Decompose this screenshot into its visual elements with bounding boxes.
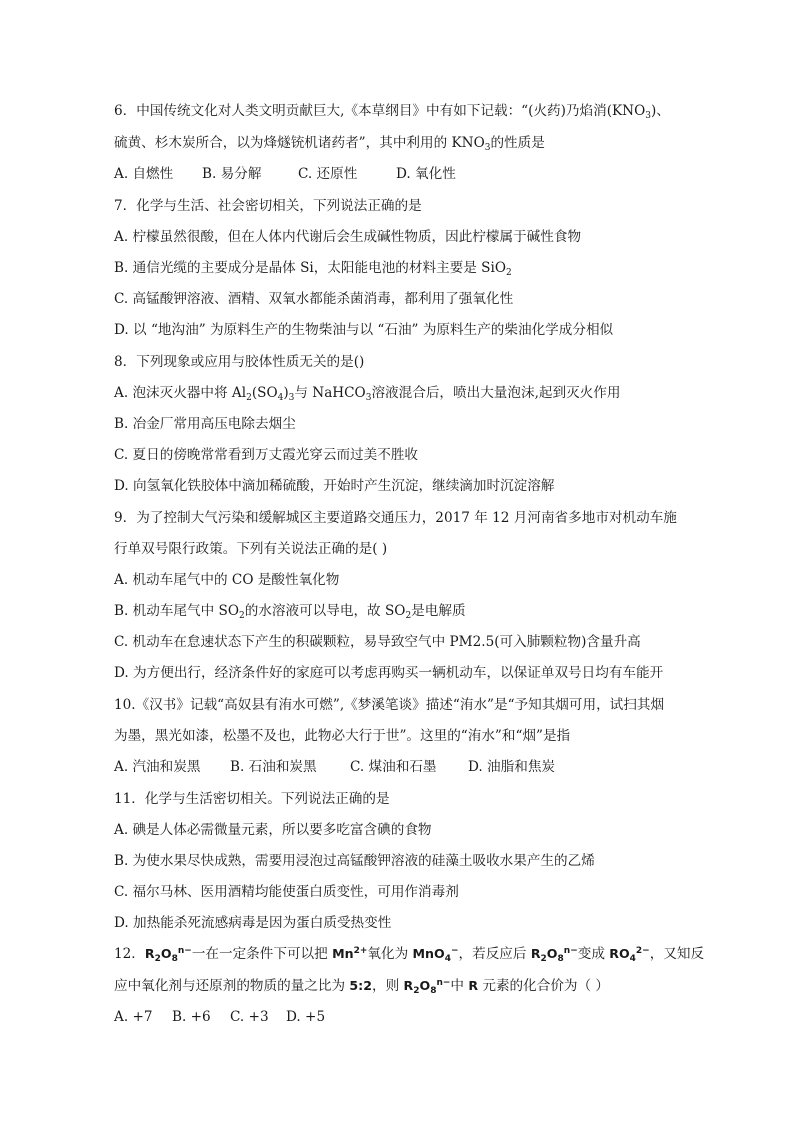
subscript: 3 (645, 111, 651, 121)
text: R (530, 946, 541, 961)
subscript: 2 (413, 986, 420, 996)
option-b: B. +6 (172, 1009, 211, 1025)
formula-mno4 (412, 946, 459, 964)
text: )、 (650, 103, 670, 119)
q10-stem-line1: 10.《汉书》记载“高奴县有洧水可燃”,《梦溪笔谈》描述“洧水”是“予知其烟可用，试扫其烟 (114, 697, 665, 713)
q7-stem: 7．化学与生活、社会密切相关，下列说法正确的是 (114, 198, 422, 214)
option-a: A. 汽油和炭黑 (114, 759, 201, 775)
option-c: C. 还原性 (298, 166, 358, 182)
formula-r2o8 (144, 946, 192, 964)
superscript: 2+ (353, 946, 368, 956)
formula-mn (332, 946, 367, 961)
text: 12． (114, 946, 145, 962)
q9-stem-line1: 9．为了控制大气污染和缓解城区主要道路交通压力，2017 年 12 月河南省多地市对机动车施 (114, 510, 677, 526)
formula-r2o8 (403, 978, 451, 996)
subscript: 3 (484, 143, 491, 153)
q11-option-d: D. 加热能杀死流感病毒是因为蛋白质受热变性 (114, 915, 392, 931)
option-a: A. +7 (114, 1009, 153, 1025)
text: B. 机动车尾气中 SO (114, 603, 239, 619)
option-d: D. 油脂和焦炭 (468, 759, 556, 775)
option-d: D. 氧化性 (396, 166, 456, 182)
q11-option-a: A. 碘是人体必需微量元素，所以要多吃富含碘的食物 (114, 822, 432, 838)
q9-stem-line2: 行单双号限行政策。下列有关说法正确的是( ) (114, 541, 388, 557)
q10-stem-line2: 为墨，黑光如漆，松墨不及也，此物必大行于世”。这里的“洧水”和“烟”是指 (114, 728, 571, 744)
subscript: 4 (629, 954, 636, 964)
subscript: 8 (171, 954, 178, 964)
text: B. 通信光缆的主要成分是晶体 Si，太阳能电池的材料主要是 SiO (114, 260, 506, 276)
subscript: 3 (288, 393, 295, 403)
q11-option-c: C. 福尔马林、医用酒精均能使蛋白质变性，可用作消毒剂 (114, 884, 459, 900)
text: 的性质是 (490, 135, 545, 151)
q9-option-c: C. 机动车在怠速状态下产生的积碳颗粒，易导致空气中 PM2.5(可入肺颗粒物)含量升高 (114, 634, 641, 650)
subscript: 2 (246, 393, 252, 403)
text: O (160, 946, 172, 961)
subscript: 3 (365, 393, 372, 403)
option-b: B. 石油和炭黑 (230, 759, 317, 775)
q6-options (114, 164, 684, 184)
text: 一在一定条件下可以把 (191, 946, 333, 962)
superscript: n− (436, 978, 451, 988)
text: 应中氧化剂与还原剂的物质的量之比为 (114, 978, 350, 994)
text: O (419, 978, 431, 993)
text: 氧化为 (367, 946, 413, 962)
q8-option-c: C. 夏日的傍晚常常看到万丈霞光穿云而过美不胜收 (114, 447, 419, 463)
text: ) (283, 385, 289, 401)
subscript: 4 (277, 393, 284, 403)
text: 溶液混合后，喷出大量泡沫,起到灭火作用 (371, 385, 621, 401)
element-r: R (468, 978, 479, 993)
option-c: C. +3 (230, 1009, 269, 1025)
superscript: n− (177, 946, 192, 956)
formula-ro4 (609, 946, 650, 964)
q9-option-b (114, 601, 684, 621)
q8-option-d: D. 向氢氧化铁胶体中滴加稀硫酸，开始时产生沉淀，继续滴加时沉淀溶解 (114, 478, 555, 494)
superscript: − (450, 946, 459, 956)
option-b: B. 易分解 (202, 166, 262, 182)
text: 中 (450, 978, 469, 994)
q12-stem-line2 (114, 976, 684, 996)
text: (SO (251, 385, 278, 401)
subscript: 2 (405, 611, 412, 621)
q7-option-a: A. 柠檬虽然很酸，但在人体内代谢后会生成碱性物质，因此柠檬属于碱性食物 (114, 229, 582, 245)
subscript: 8 (430, 986, 437, 996)
q8-stem: 8．下列现象或应用与胶体性质无关的是() (114, 354, 365, 370)
text: 变成 (577, 946, 610, 962)
q9-option-a: A. 机动车尾气中的 CO 是酸性氧化物 (114, 572, 340, 588)
subscript: 8 (557, 954, 564, 964)
q8-option-b: B. 冶金厂常用高压电除去烟尘 (114, 416, 296, 432)
superscript: 2− (635, 946, 650, 956)
text: R (403, 978, 414, 993)
q12-stem-line1 (114, 944, 705, 964)
q7-option-d: D. 以 “地沟油” 为原料生产的生物柴油与以 “石油” 为原料生产的柴油化学成分相似 (114, 322, 614, 338)
q7-option-b (114, 258, 684, 278)
text: ，则 (371, 978, 404, 994)
q11-option-b: B. 为使水果尽快成熟，需要用浸泡过高锰酸钾溶液的硅藻土吸收水果产生的乙烯 (114, 853, 595, 869)
subscript: 2 (540, 954, 547, 964)
text: 元素的化合价为（ ） (478, 978, 610, 994)
text: Mn (332, 946, 354, 961)
ratio: 5:2 (349, 978, 372, 993)
q7-option-c: C. 高锰酸钾溶液、酒精、双氧水都能杀菌消毒，都利用了强氧化性 (114, 291, 514, 307)
text: 与 NaHCO (294, 385, 366, 401)
option-a: A. 自燃性 (114, 166, 174, 182)
text: ，若反应后 (458, 946, 531, 962)
q6-stem-line2 (114, 133, 684, 153)
option-c: C. 煤油和石墨 (350, 759, 437, 775)
q10-options (114, 757, 684, 777)
formula-r2o8 (530, 946, 578, 964)
text: R (144, 946, 155, 961)
text: 的水溶液可以导电，故 SO (244, 603, 406, 619)
q11-stem: 11．化学与生活密切相关。下列说法正确的是 (114, 791, 390, 807)
text: A. 泡沫灭火器中将 Al (114, 385, 247, 401)
text: ，又知反 (649, 946, 705, 962)
q9-option-d: D. 为方便出行，经济条件好的家庭可以考虑再购买一辆机动车，以保证单双号日均有车能开 (114, 665, 664, 681)
subscript: 4 (444, 954, 451, 964)
option-d: D. +5 (286, 1009, 326, 1025)
text: RO (609, 946, 630, 961)
q8-option-a (114, 383, 684, 403)
q12-options (114, 1007, 684, 1027)
text: 6．中国传统文化对人类文明贡献巨大,《本草纲目》中有如下记载：“(火药)乃焰消(KNO (114, 103, 646, 119)
subscript: 2 (506, 268, 512, 278)
text: MnO (412, 946, 445, 961)
q6-stem-line1 (114, 101, 684, 121)
text: 硫黄、杉木炭所合，以为烽燧铳机诸药者”，其中利用的 KNO (114, 135, 485, 151)
text: 是电解质 (411, 603, 466, 619)
subscript: 2 (238, 611, 245, 621)
subscript: 2 (154, 954, 161, 964)
superscript: n− (563, 946, 578, 956)
text: O (546, 946, 558, 961)
